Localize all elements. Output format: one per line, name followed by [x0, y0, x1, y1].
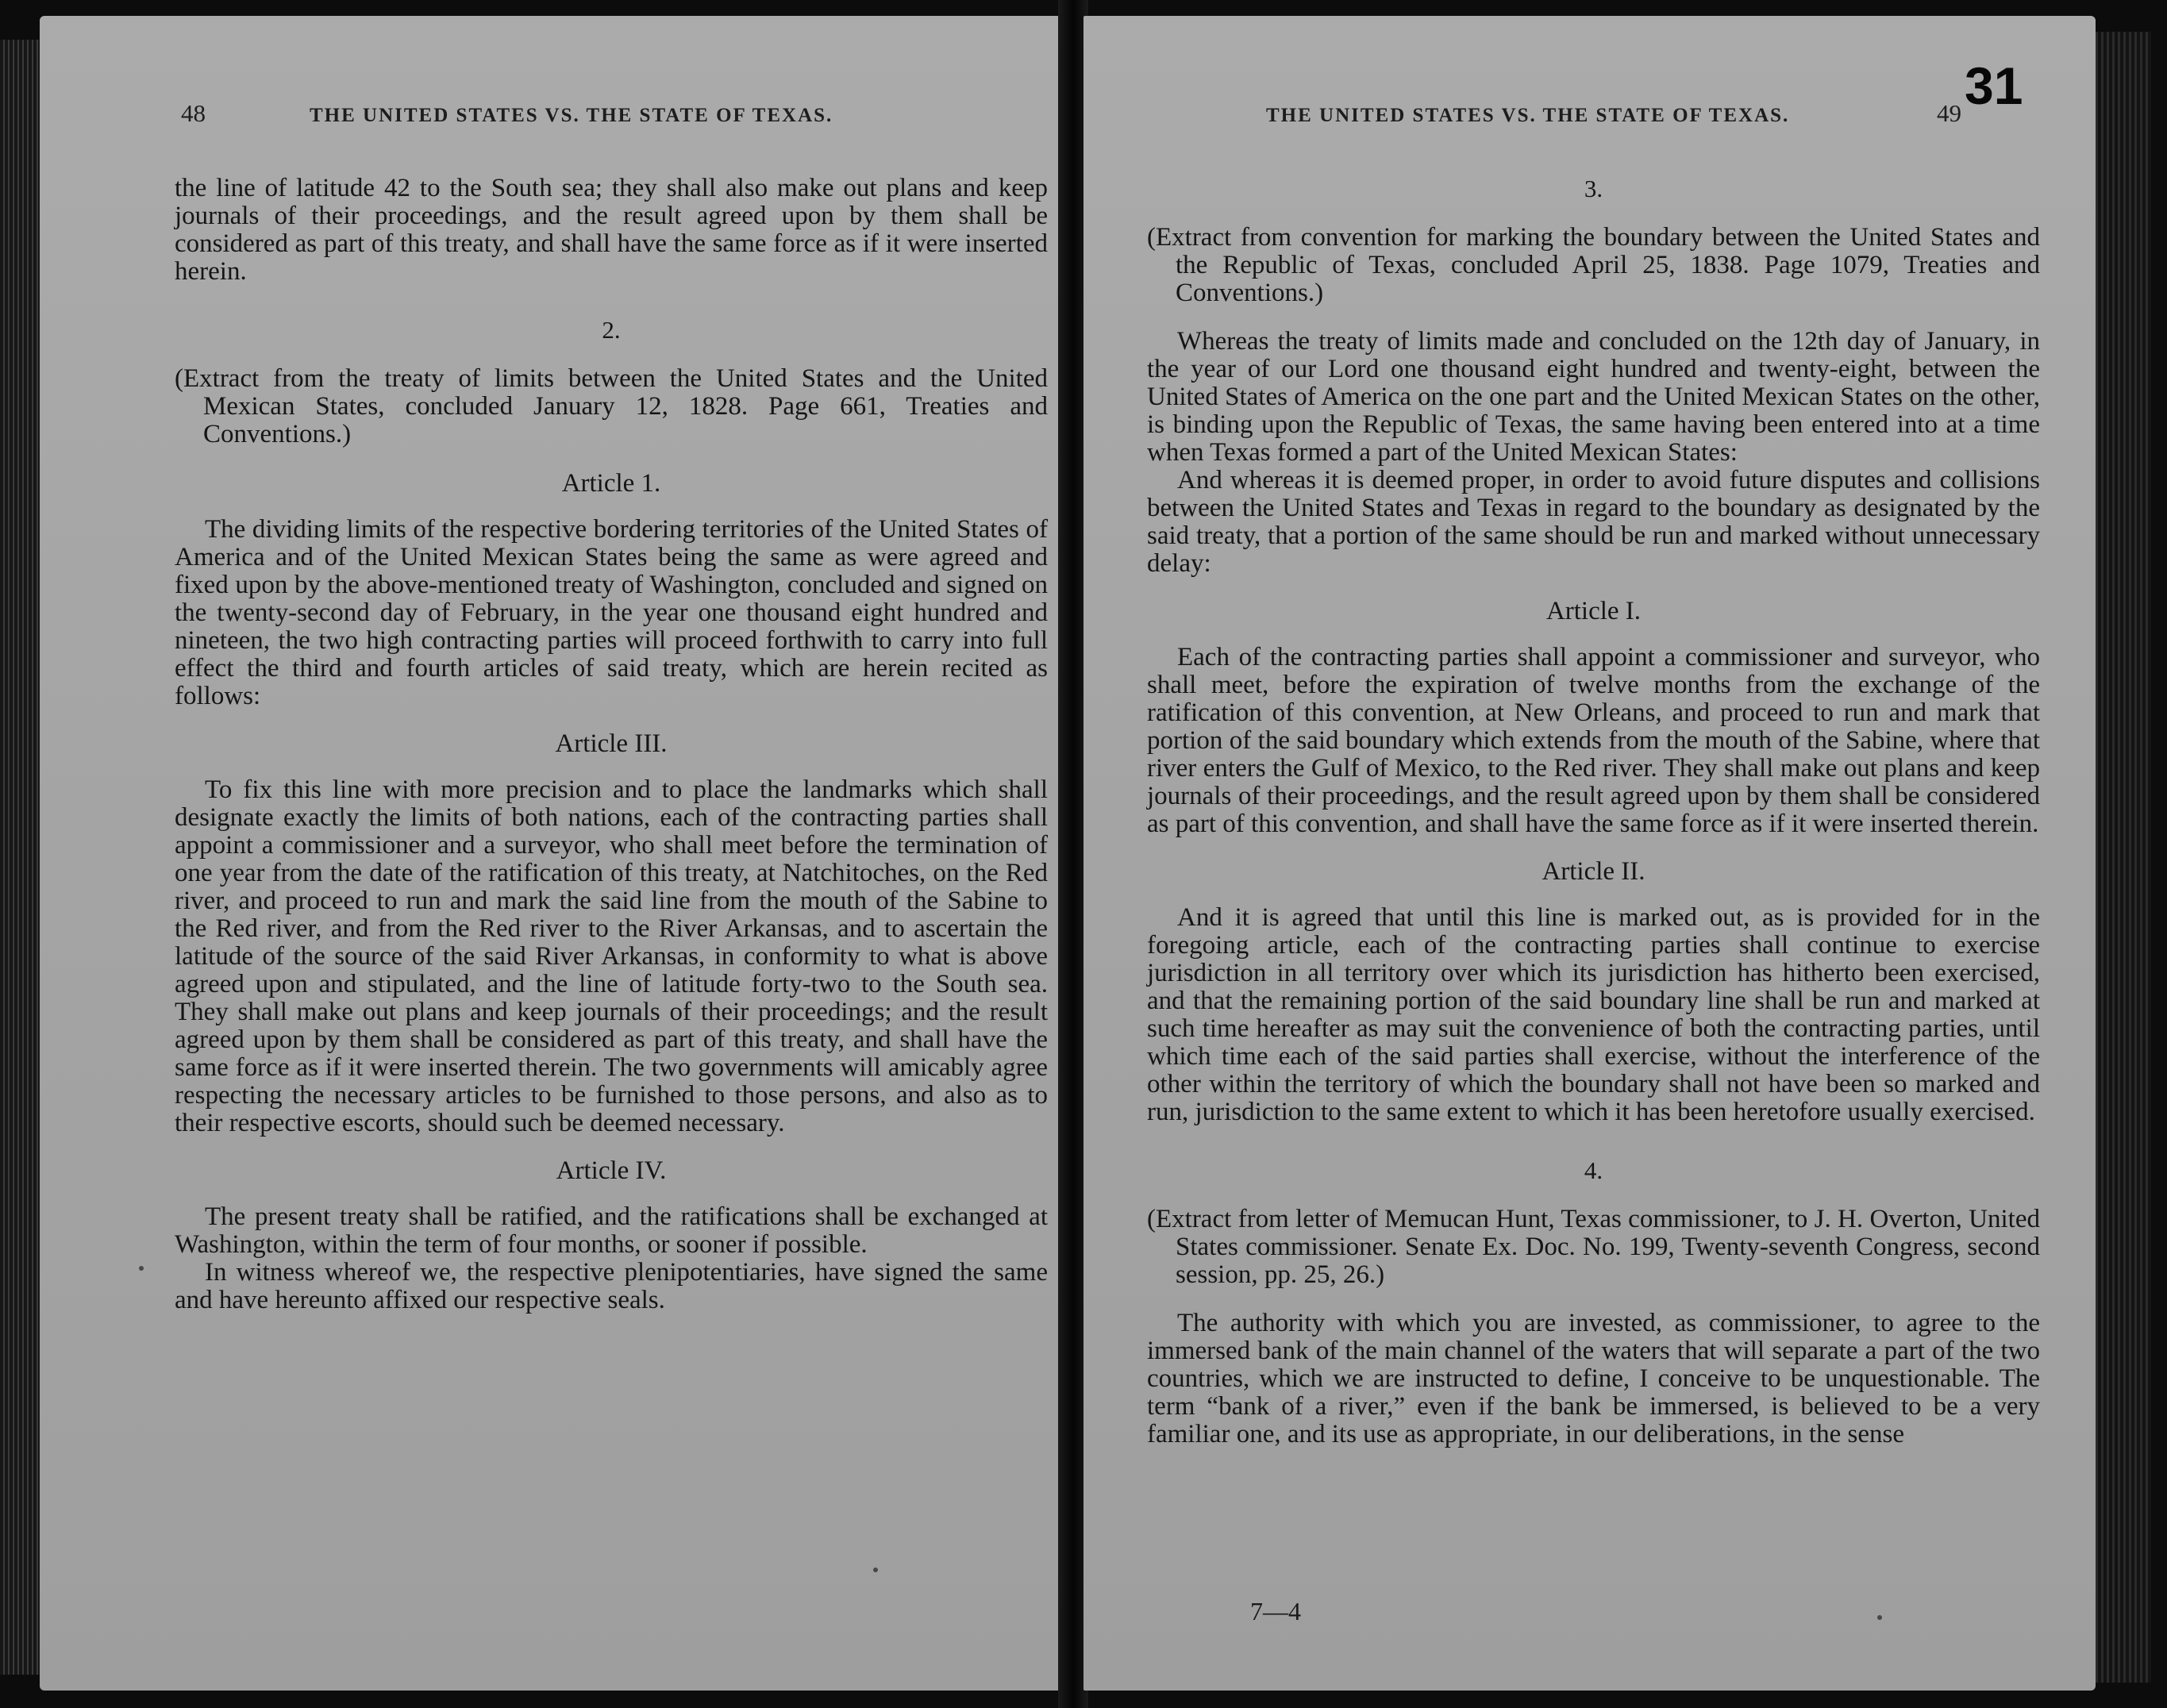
- article-3-heading: Article III.: [555, 729, 668, 758]
- article-II-text: And it is agreed that until this line is marked out, as is provided for in the foregoing article, each of the contracting parties shall continue to exercise jurisdiction in all territory over which its jurisdiction has hitherto been exercised, and that the remaining portion of the said boundary line shall be run and marked at such time hereafter as may suit the convenience of both the contracting parties, until which time each of the said parties shall exercise, without the interference of the other within the territory of which the boundary shall not have been so marked and run, jurisdiction to the same extent to which it has been heretofore usually exercised.: [1147, 903, 2040, 1126]
- book-edge-left: [0, 40, 40, 1675]
- extract-3: (Extract from convention for marking the boundary between the United States and the Republic of Texas, concluded April 25, 1838. Page 1079, Treaties and Conventions.): [1147, 223, 2040, 307]
- running-head-right: THE UNITED STATES VS. THE STATE OF TEXAS.: [1266, 105, 1790, 126]
- section-number-3: 3.: [1584, 175, 1603, 202]
- article-1-text: The dividing limits of the respective bordering territories of the United States of America and of the United Mexican States being the same as were agreed and fixed upon by the above-mentioned treaty of Washington, concluded and signed on the twenty-second day of February, in the year one thousand eight hundred and nineteen, the two high contracting parties will proceed forthwith to carry into full effect the third and fourth articles of said treaty, which are herein recited as follows:: [175, 515, 1048, 710]
- extract-4: (Extract from letter of Memucan Hunt, Texas commissioner, to J. H. Overton, United States commissioner. Senate Ex. Doc. No. 199, Twenty-seventh Congress, second session, pp. 25, 26.): [1147, 1205, 2040, 1289]
- page-number-left: 48: [181, 99, 206, 127]
- article-3-text: To fix this line with more precision and to place the landmarks which shall designate exactly the limits of both nations, each of the contracting parties shall appoint a commissioner and a surveyor, who shall meet before the termination of one year from the date of the ratification of this treaty, at Natchitoches, on the Red river, and proceed to run and mark the said line from the mouth of the Sabine to the Red river, and from the Red river to the River Arkansas, and to ascertain the latitude of the source of the said River Arkansas, in conformity to what is above agreed upon and stipulated, and the line of latitude forty-two to the South sea. They shall make out plans and keep journals of their proceedings; and the result agreed upon by them shall be considered as part of this treaty, and shall have the same force as if it were inserted therein. The two governments will amicably agree respecting the necessary articles to be furnished to those persons, and also as to their respective escorts, should such be deemed necessary.: [175, 775, 1048, 1137]
- whereas-paragraph-1: Whereas the treaty of limits made and concluded on the 12th day of January, in the year of our Lord one thousand eight hundred and twenty-eight, between the United States of America on the one part and the United Mexican States on the other, is binding upon the Republic of Texas, the same having been entered into at a time when Texas formed a part of the United Mexican States:: [1147, 327, 2040, 467]
- left-text-column: [175, 175, 1048, 1314]
- archive-stamp-number: 31: [1965, 56, 2023, 115]
- page-number-right: 49: [1937, 99, 1961, 127]
- authority-paragraph: The authority with which you are invested, as commissioner, to agree to the immersed bank of the main channel of the waters that will separate a part of the two countries, which we are instructed to define, I conceive to be unquestionable. The term “bank of a river,” even if the bank be immersed, is believed to be a very familiar one, and its use as appropriate, in our deliberations, in the sense: [1147, 1309, 2040, 1448]
- section-number-2: 2.: [602, 316, 621, 344]
- ink-speck: [139, 1266, 144, 1271]
- witness-paragraph: In witness whereof we, the respective plenipotentiaries, have signed the same and have hereunto affixed our respective seals.: [175, 1258, 1048, 1314]
- left-page: [40, 16, 1064, 1691]
- article-4-text: The present treaty shall be ratified, and the ratifications shall be exchanged at Washington, within the term of four months, or sooner if possible.: [175, 1202, 1048, 1259]
- right-text-column: [1147, 175, 2040, 1448]
- signature-mark: 7—4: [1250, 1597, 1301, 1625]
- continuation-paragraph: the line of latitude 42 to the South sea; they shall also make out plans and keep journals of their proceedings, and the result agreed upon by them shall be considered as part of this treaty, and shall have the same force as if it were inserted herein.: [175, 174, 1048, 286]
- article-1-heading: Article 1.: [561, 469, 661, 498]
- section-number-4: 4.: [1584, 1156, 1603, 1184]
- extract-2: (Extract from the treaty of limits between the United States and the United Mexican States, concluded January 12, 1828. Page 661, Treaties and Conventions.): [175, 364, 1048, 448]
- right-page: [1084, 16, 2096, 1691]
- article-I-text: Each of the contracting parties shall appoint a commissioner and surveyor, who shall meet, before the expiration of twelve months from the exchange of the ratification of this convention, at New Orleans, and proceed to run and mark that portion of the said boundary which extends from the mouth of the Sabine, where that river enters the Gulf of Mexico, to the Red river. They shall make out plans and keep journals of their proceedings, and the result agreed upon by them shall be considered as part of this convention, and shall have the same force as if it were inserted therein.: [1147, 643, 2040, 838]
- running-head-left: THE UNITED STATES VS. THE STATE OF TEXAS.: [310, 105, 833, 126]
- ink-speck: [873, 1568, 878, 1572]
- article-II-heading: Article II.: [1542, 857, 1645, 886]
- article-I-heading: Article I.: [1545, 597, 1642, 625]
- whereas-paragraph-2: And whereas it is deemed proper, in order to avoid future disputes and collisions between the United States and Texas in regard to the boundary as designated by the said treaty, that a portion of the same should be run and marked without unnecessary delay:: [1147, 466, 2040, 578]
- book-edge-right: [2096, 32, 2151, 1683]
- article-4-heading: Article IV.: [556, 1156, 667, 1185]
- ink-speck: [1877, 1615, 1882, 1620]
